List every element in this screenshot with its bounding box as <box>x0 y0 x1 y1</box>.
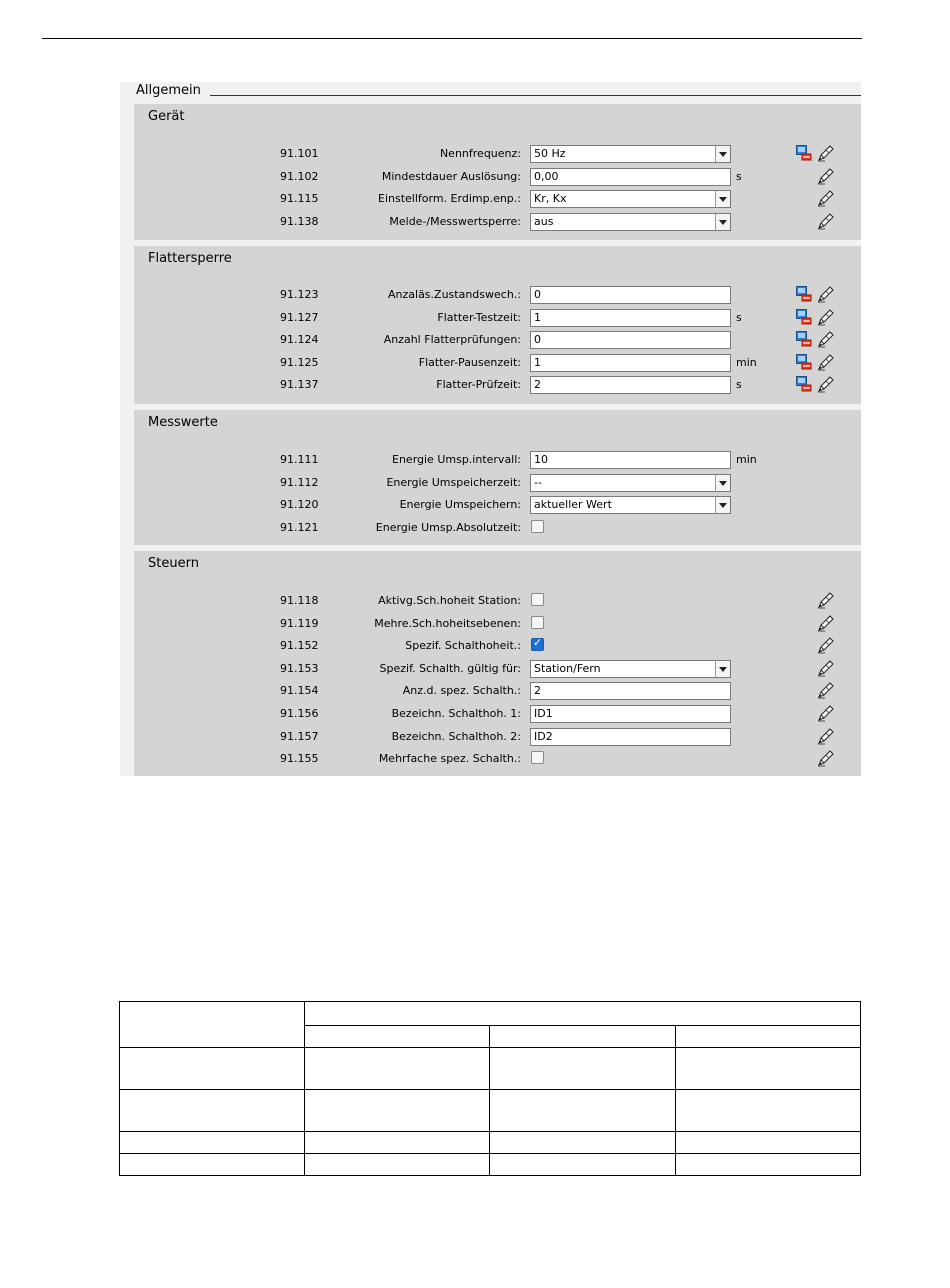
parameter-unit: s <box>736 169 742 183</box>
parameter-number: 91.119 <box>280 616 319 630</box>
edit-pencil-icon[interactable] <box>817 636 835 654</box>
parameter-config-icon[interactable] <box>796 376 812 392</box>
table-cell <box>490 1132 676 1154</box>
parameter-number: 91.120 <box>280 498 319 512</box>
parameter-label: Melde-/Messwertsperre: <box>389 214 521 228</box>
parameter-label: Anz.d. spez. Schalth.: <box>402 684 521 698</box>
parameter-checkbox[interactable] <box>531 751 544 764</box>
parameter-row <box>134 330 861 350</box>
parameter-number: 91.157 <box>280 729 319 743</box>
parameter-number: 91.124 <box>280 333 319 347</box>
parameter-dropdown[interactable] <box>530 145 731 163</box>
dropdown-value: -- <box>534 475 542 489</box>
parameter-label: Energie Umsp.Absolutzeit: <box>375 520 521 534</box>
parameter-number: 91.156 <box>280 707 319 720</box>
section-flattersperre <box>134 246 861 404</box>
parameter-label: Spezif. Schalthoheit.: <box>405 639 521 653</box>
parameter-config-icon[interactable] <box>796 354 812 370</box>
parameter-label: Mehre.Sch.hoheitsebenen: <box>374 616 521 630</box>
edit-pencil-icon[interactable] <box>817 727 835 745</box>
parameter-number: 91.152 <box>280 639 319 653</box>
section-messwerte <box>134 410 861 545</box>
parameter-number: 91.155 <box>280 752 319 766</box>
parameter-row <box>134 167 861 187</box>
table-cell <box>305 1154 490 1176</box>
page-header-rule <box>42 38 862 39</box>
parameter-row <box>134 659 861 679</box>
table-cell <box>676 1090 861 1132</box>
table-cell <box>120 1048 305 1090</box>
table-cell <box>676 1154 861 1176</box>
edit-pencil-icon[interactable] <box>817 375 835 393</box>
table-cell <box>120 1132 305 1154</box>
edit-pencil-icon[interactable] <box>817 285 835 303</box>
panel-header <box>120 82 861 102</box>
parameter-row <box>134 144 861 164</box>
parameter-number: 91.137 <box>280 378 319 392</box>
table-cell <box>120 1154 305 1176</box>
parameter-number: 91.112 <box>280 475 319 489</box>
edit-pencil-icon[interactable] <box>817 659 835 677</box>
edit-pencil-icon[interactable] <box>817 167 835 185</box>
chevron-down-icon[interactable] <box>715 475 730 491</box>
parameter-dropdown[interactable] <box>530 660 731 678</box>
parameter-config-icon[interactable] <box>796 309 812 325</box>
panel-title-rule <box>210 95 861 96</box>
edit-pencil-icon[interactable] <box>817 591 835 609</box>
chevron-down-icon[interactable] <box>715 146 730 162</box>
chevron-down-icon[interactable] <box>715 214 730 230</box>
parameter-number: 91.121 <box>280 520 319 534</box>
parameter-checkbox[interactable] <box>531 638 544 651</box>
table-cell <box>305 1132 490 1154</box>
parameter-number: 91.153 <box>280 661 319 675</box>
edit-pencil-icon[interactable] <box>817 144 835 162</box>
table-cell <box>676 1132 861 1154</box>
chevron-down-icon[interactable] <box>715 191 730 207</box>
table-cell <box>120 1002 305 1048</box>
edit-pencil-icon[interactable] <box>817 330 835 348</box>
table-cell <box>490 1090 676 1132</box>
table-cell <box>676 1026 861 1048</box>
parameter-label: Anzahl Flatterprüfungen: <box>383 333 521 347</box>
parameter-number: 91.127 <box>280 310 319 324</box>
parameter-row <box>134 353 861 373</box>
parameter-label: Mindestdauer Auslösung: <box>381 169 521 183</box>
edit-pencil-icon[interactable] <box>817 308 835 326</box>
document-table <box>119 1001 861 1176</box>
parameter-number: 91.125 <box>280 355 319 369</box>
edit-pencil-icon[interactable] <box>817 681 835 699</box>
table-cell <box>490 1026 676 1048</box>
parameter-number: 91.102 <box>280 169 319 183</box>
chevron-down-icon[interactable] <box>715 661 730 677</box>
edit-pencil-icon[interactable] <box>817 614 835 632</box>
parameter-row <box>134 681 861 701</box>
section-title: Gerät <box>148 109 185 124</box>
parameter-number: 91.111 <box>280 453 319 466</box>
parameter-label: Anzaläs.Zustandswech.: <box>388 288 521 301</box>
parameter-label: Energie Umspeichern: <box>399 498 521 512</box>
parameter-input[interactable]: 1 <box>530 309 731 327</box>
parameter-number: 91.115 <box>280 192 319 206</box>
parameter-input[interactable]: 0 <box>530 331 731 349</box>
parameter-checkbox[interactable] <box>531 616 544 629</box>
parameter-input[interactable]: 1 <box>530 354 731 372</box>
parameter-label: Spezif. Schalth. gültig für: <box>379 661 521 675</box>
parameter-label: Bezeichn. Schalthoh. 1: <box>391 707 521 720</box>
parameter-label: Einstellform. Erdimp.enp.: <box>378 192 521 206</box>
parameter-number: 91.138 <box>280 214 319 228</box>
parameter-label: Aktivg.Sch.hoheit Station: <box>378 594 521 607</box>
chevron-down-icon[interactable] <box>715 497 730 513</box>
parameter-dropdown[interactable] <box>530 474 731 492</box>
parameter-checkbox[interactable] <box>531 520 544 533</box>
dropdown-value: aus <box>534 214 554 228</box>
parameter-number: 91.154 <box>280 684 319 698</box>
section-ger-t <box>134 104 861 240</box>
edit-pencil-icon[interactable] <box>817 704 835 722</box>
parameter-input[interactable]: ID2 <box>530 728 731 746</box>
table-cell <box>676 1048 861 1090</box>
parameter-row <box>134 473 861 493</box>
parameter-row <box>134 518 861 538</box>
parameter-unit: s <box>736 310 742 324</box>
settings-panel <box>120 82 861 776</box>
parameter-config-icon[interactable] <box>796 331 812 347</box>
parameter-unit: min <box>736 355 757 369</box>
edit-pencil-icon[interactable] <box>817 353 835 371</box>
section-title: Flattersperre <box>148 251 232 266</box>
parameter-unit: min <box>736 453 757 466</box>
parameter-input[interactable]: 0 <box>530 286 731 304</box>
parameter-dropdown[interactable] <box>530 496 731 514</box>
table-cell <box>305 1002 861 1026</box>
parameter-label: Flatter-Testzeit: <box>437 310 521 324</box>
parameter-row <box>134 727 861 747</box>
parameter-row <box>134 704 861 724</box>
dropdown-value: Kr, Kx <box>534 192 567 206</box>
table-cell <box>305 1026 490 1048</box>
parameter-row <box>134 212 861 232</box>
edit-pencil-icon[interactable] <box>817 212 835 230</box>
parameter-row <box>134 591 861 611</box>
parameter-dropdown[interactable] <box>530 190 731 208</box>
parameter-label: Flatter-Pausenzeit: <box>418 355 521 369</box>
parameter-input[interactable]: 0,00 <box>530 168 731 186</box>
parameter-label: Mehrfache spez. Schalth.: <box>378 752 521 766</box>
parameter-unit: s <box>736 378 742 392</box>
parameter-input[interactable]: 2 <box>530 682 731 700</box>
parameter-row <box>134 375 861 395</box>
parameter-label: Flatter-Prüfzeit: <box>436 378 521 392</box>
parameter-label: Energie Umspeicherzeit: <box>386 475 521 489</box>
dropdown-value: 50 Hz <box>534 147 566 160</box>
table-cell <box>120 1090 305 1132</box>
parameter-config-icon[interactable] <box>796 145 812 161</box>
parameter-row <box>134 450 861 470</box>
table-cell <box>305 1090 490 1132</box>
parameter-number: 91.123 <box>280 288 319 301</box>
parameter-row <box>134 285 861 305</box>
parameter-number: 91.101 <box>280 147 319 160</box>
section-title: Messwerte <box>148 415 218 430</box>
parameter-number: 91.118 <box>280 594 319 607</box>
edit-pencil-icon[interactable] <box>817 749 835 767</box>
parameter-row <box>134 495 861 515</box>
parameter-input[interactable]: 2 <box>530 376 731 394</box>
parameter-row <box>134 614 861 634</box>
parameter-config-icon[interactable] <box>796 286 812 302</box>
parameter-row <box>134 308 861 328</box>
parameter-checkbox[interactable] <box>531 593 544 606</box>
parameter-input[interactable]: ID1 <box>530 705 731 723</box>
parameter-row <box>134 189 861 209</box>
parameter-label: Nennfrequenz: <box>439 147 521 160</box>
parameter-label: Energie Umsp.intervall: <box>392 453 521 466</box>
panel-title: Allgemein <box>136 83 201 98</box>
parameter-row <box>134 749 861 769</box>
section-title: Steuern <box>148 556 199 571</box>
table-cell <box>305 1048 490 1090</box>
section-steuern <box>134 551 861 776</box>
dropdown-value: aktueller Wert <box>534 498 612 512</box>
edit-pencil-icon[interactable] <box>817 189 835 207</box>
table-cell <box>490 1154 676 1176</box>
parameter-input[interactable]: 10 <box>530 451 731 469</box>
parameter-row <box>134 636 861 656</box>
parameter-label: Bezeichn. Schalthoh. 2: <box>391 729 521 743</box>
dropdown-value: Station/Fern <box>534 661 601 675</box>
parameter-dropdown[interactable] <box>530 213 731 231</box>
table-cell <box>490 1048 676 1090</box>
